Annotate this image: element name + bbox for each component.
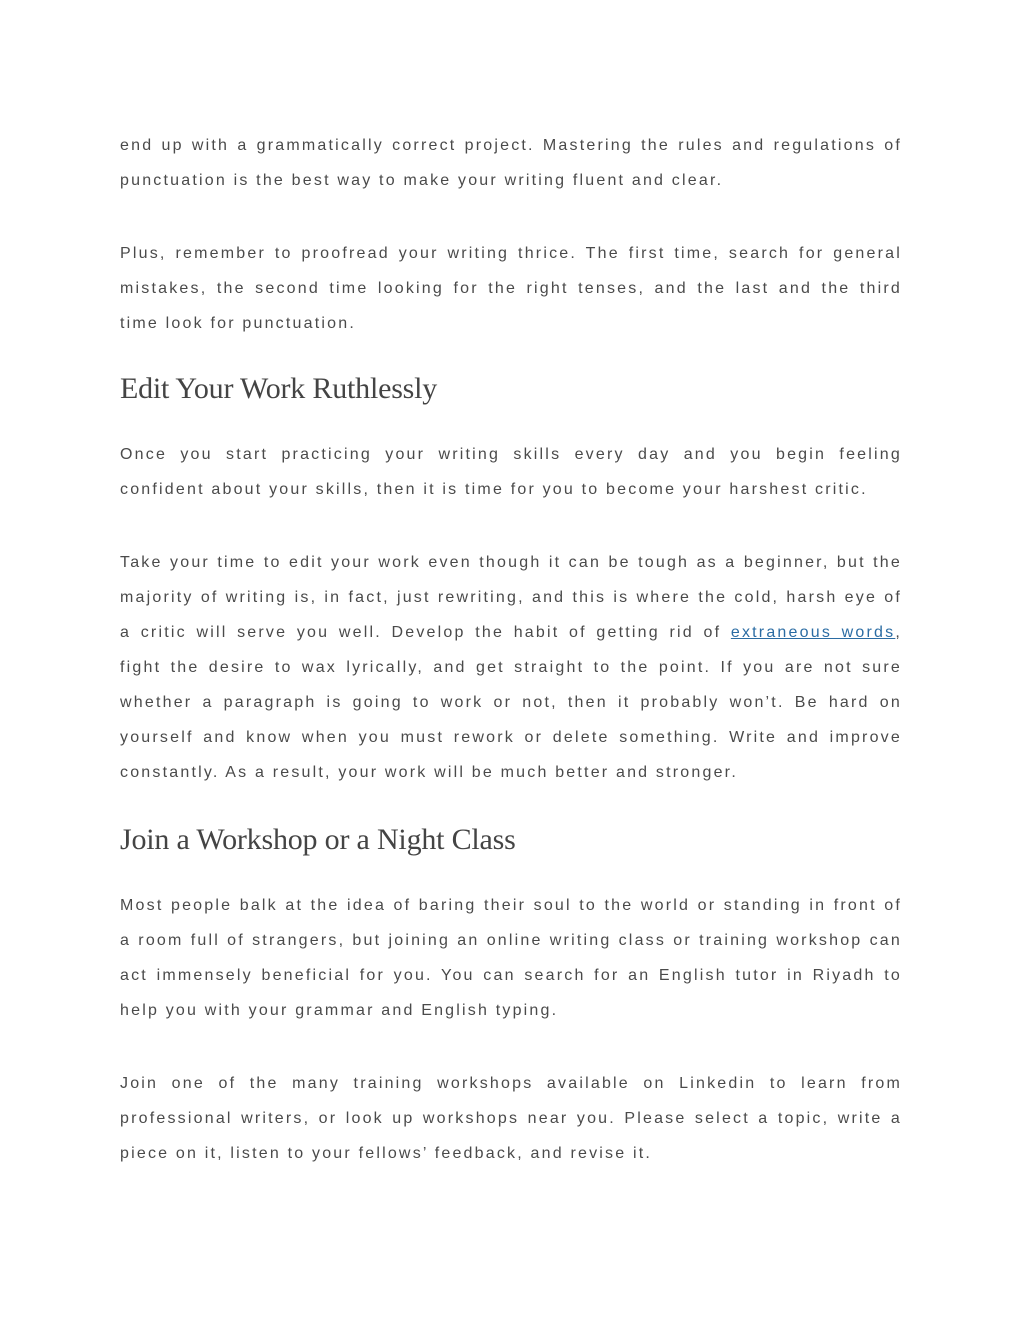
paragraph-punctuation: end up with a grammatically correct project. Mastering the rules and regulations of punctuation is the best way to make your writing fluent and clear. [120, 137, 902, 189]
paragraph-proofread: Plus, remember to proofread your writing thrice. The first time, search for general mistakes, the second time looking for the right tenses, and the last and the third time look for punctuation. [120, 245, 902, 332]
paragraph-online-class: Most people balk at the idea of baring their soul to the world or standing in front of a room full of strangers, but joining an online writing class or training workshop can act immensely beneficial for you. You can search for an English tutor in Riyadh to help you with your grammar and English typing. [120, 897, 902, 1019]
paragraph-linkedin-workshops: Join one of the many training workshops available on Linkedin to learn from professional writers, or look up workshops near you. Please select a topic, write a piece on it, listen to your fellows’ feedback, and revise it. [120, 1075, 902, 1162]
paragraph-edit-work-part1: Take your time to edit your work even though it can be tough as a beginner, but the majority of writing is, in fact, just rewriting, and this is where the cold, harsh eye of a critic will serve you well. Develop the habit of getting rid of [120, 554, 902, 641]
document-page [120, 128, 902, 1171]
heading-join-workshop: Join a Workshop or a Night Class [120, 823, 516, 856]
heading-edit-your-work: Edit Your Work Ruthlessly [120, 372, 438, 405]
paragraph-edit-work-part2: , fight the desire to wax lyrically, and get straight to the point. If you are not sure whether a paragraph is going to work or not, then it probably won’t. Be hard on yourself and know when you must rework or delete something. Write and improve constantly. As a result, your work will be much better and stronger. [120, 624, 902, 781]
paragraph-harshest-critic: Once you start practicing your writing skills every day and you begin feeling confident about your skills, then it is time for you to become your harshest critic. [120, 446, 902, 498]
extraneous-words-link[interactable]: extraneous words [730, 624, 896, 641]
paragraph-edit-work [120, 545, 902, 790]
